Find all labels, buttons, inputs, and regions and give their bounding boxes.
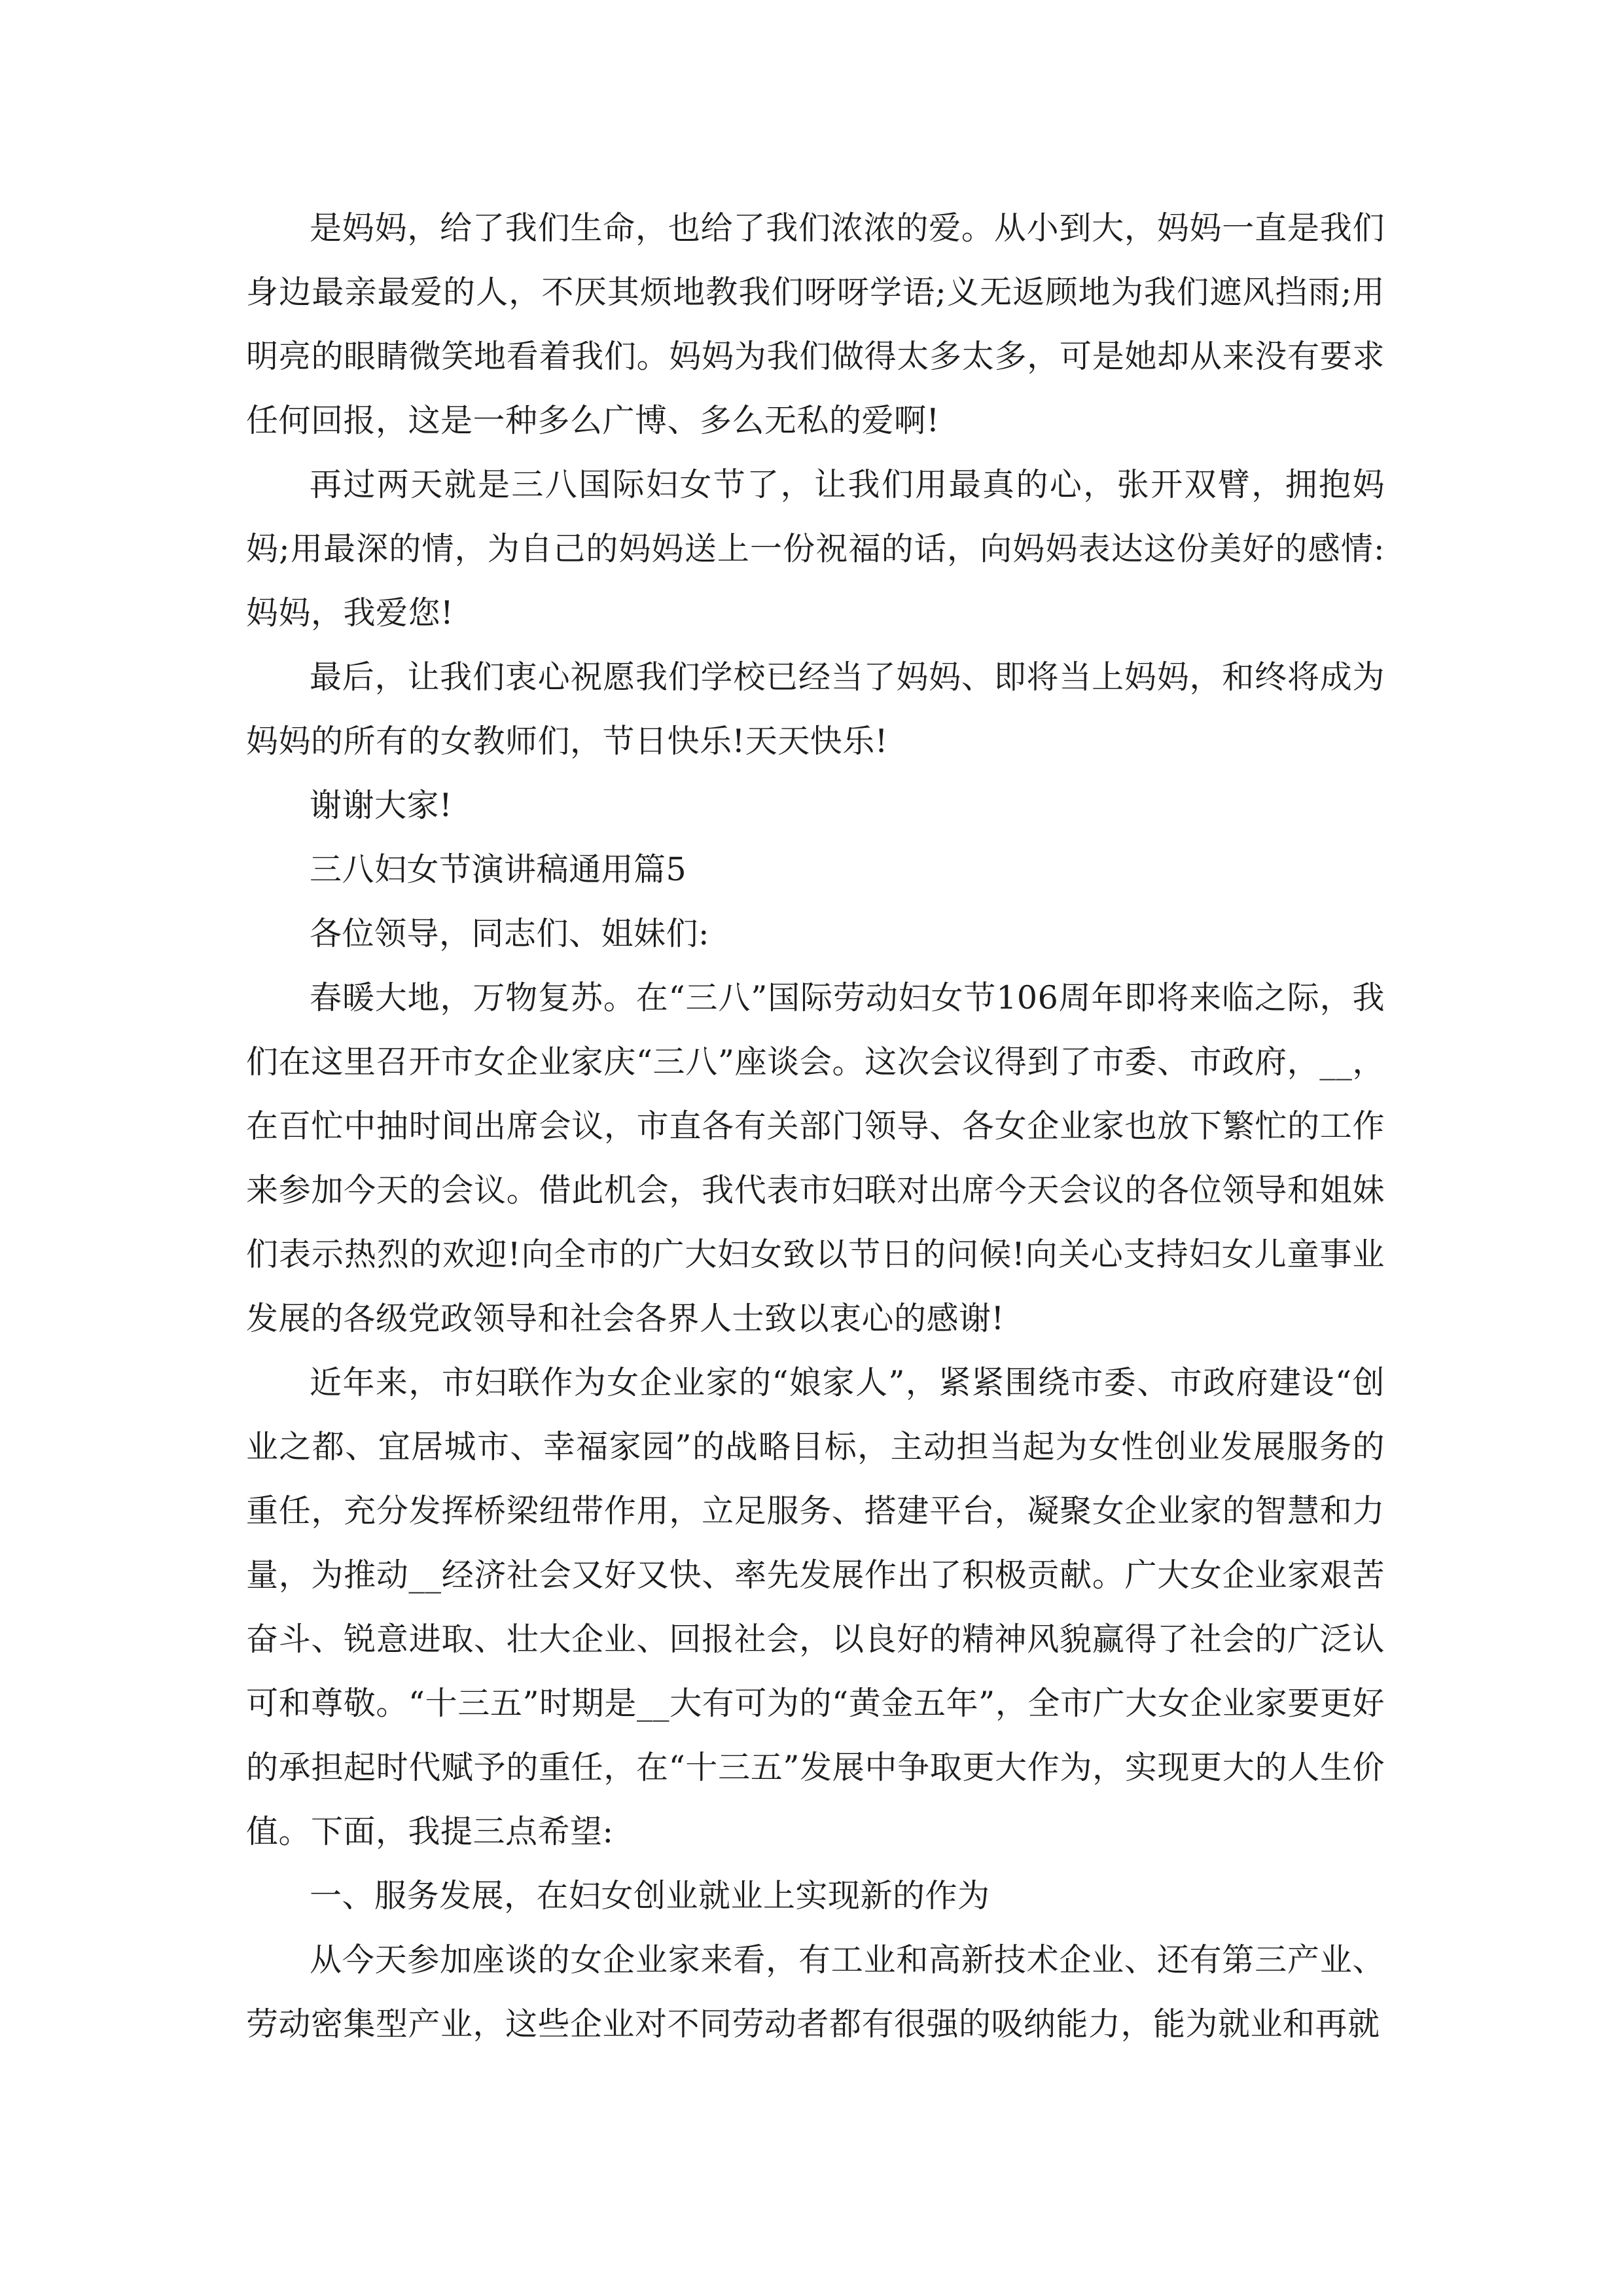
section-heading: 三八妇女节演讲稿通用篇5 (310, 851, 687, 888)
document-body (246, 196, 1385, 2056)
paragraph: 最后，让我们衷心祝愿我们学校已经当了妈妈、即将当上妈妈，和终将成为妈妈的所有的女教师们，节日快乐!天天快乐! (246, 658, 1385, 760)
subheading: 一、服务发展，在妇女创业就业上实现新的作为 (310, 1877, 990, 1914)
paragraph: 春暖大地，万物复苏。在“三八”国际劳动妇女节106周年即将来临之际，我们在这里召开市女企业家庆“三八”座谈会。这次会议得到了市委、市政府，__，在百忙中抽时间出席会议，市直各有关部门领导、各女企业家也放下繁忙的工作来参加今天的会议。借此机会，我代表市妇联对出席今天会议的各位领导和姐妹们表示热烈的欢迎!向全市的广大妇女致以节日的问候!向关心支持妇女儿童事业发展的各级党政领导和社会各界人士致以衷心的感谢! (246, 979, 1385, 1337)
salutation: 各位领导，同志们、姐妹们: (310, 915, 710, 952)
paragraph: 谢谢大家! (310, 787, 453, 824)
paragraph: 从今天参加座谈的女企业家来看，有工业和高新技术企业、还有第三产业、劳动密集型产业，这些企业对不同劳动者都有很强的吸纳能力，能为就业和再就 (246, 1941, 1385, 2043)
paragraph: 近年来，市妇联作为女企业家的“娘家人”，紧紧围绕市委、市政府建设“创业之都、宜居城市、幸福家园”的战略目标，主动担当起为女性创业发展服务的重任，充分发挥桥梁纽带作用，立足服务、搭建平台，凝聚女企业家的智慧和力量，为推动__经济社会又好又快、率先发展作出了积极贡献。广大女企业家艰苦奋斗、锐意进取、壮大企业、回报社会，以良好的精神风貌赢得了社会的广泛认可和尊敬。“十三五”时期是__大有可为的“黄金五年”，全市广大女企业家要更好的承担起时代赋予的重任，在“十三五”发展中争取更大作为，实现更大的人生价值。下面，我提三点希望: (246, 1364, 1385, 1850)
paragraph: 再过两天就是三八国际妇女节了，让我们用最真的心，张开双臂，拥抱妈妈;用最深的情，为自己的妈妈送上一份祝福的话，向妈妈表达这份美好的感情:妈妈，我爱您! (246, 466, 1385, 632)
paragraph: 是妈妈，给了我们生命，也给了我们浓浓的爱。从小到大，妈妈一直是我们身边最亲最爱的人，不厌其烦地教我们呀呀学语;义无返顾地为我们遮风挡雨;用明亮的眼睛微笑地看着我们。妈妈为我们做得太多太多，可是她却从来没有要求任何回报，这是一种多么广博、多么无私的爱啊! (246, 209, 1385, 439)
